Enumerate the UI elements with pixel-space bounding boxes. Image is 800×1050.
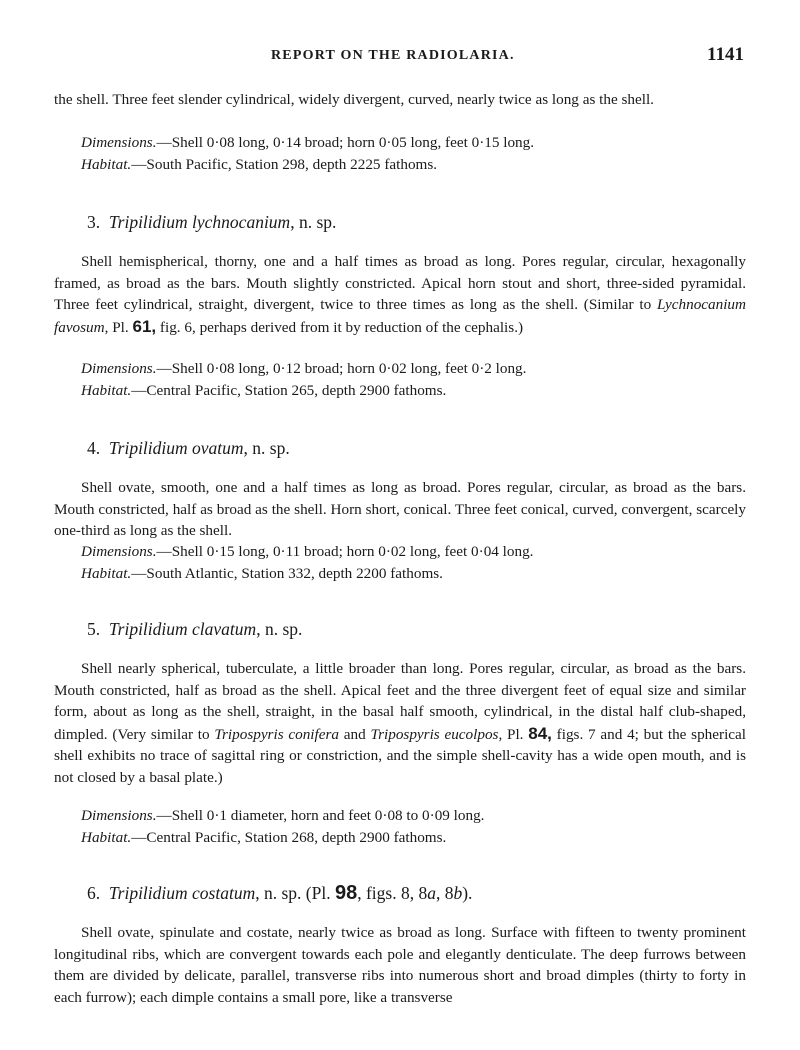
heading-close: ).: [462, 883, 473, 903]
species-name: Tripilidium clavatum: [108, 619, 257, 639]
habitat-label: Habitat.: [81, 828, 132, 846]
dimensions-label: Dimensions.: [81, 807, 157, 824]
reference-species-1: Tripospyris conifera: [214, 725, 339, 743]
species-name: Tripilidium lychnocanium: [108, 212, 291, 232]
dimensions-text: —Shell 0·08 long, 0·12 broad; horn 0·02 long, feet 0·2 long.: [156, 360, 527, 377]
species-3-heading: [87, 211, 336, 233]
habitat-line: [81, 563, 746, 585]
dimensions-label: Dimensions.: [81, 360, 157, 377]
habitat-text: —Central Pacific, Station 268, depth 2900 fathoms.: [131, 828, 447, 846]
habitat-label: Habitat.: [81, 155, 132, 173]
habitat-line: [81, 827, 746, 849]
dimensions-text: —Shell 0·15 long, 0·11 broad; horn 0·02 long, feet 0·04 long.: [156, 543, 534, 560]
species-number: 3.: [87, 212, 101, 232]
species-name: Tripilidium costatum: [108, 883, 256, 903]
running-title: REPORT ON THE RADIOLARIA.: [271, 48, 515, 63]
species-4-measurements: [54, 541, 746, 584]
species-number: 6.: [87, 883, 101, 903]
dimensions-text: —Shell 0·1 diameter, horn and feet 0·08 to 0·09 long.: [156, 807, 485, 824]
habitat-text: —South Atlantic, Station 332, depth 2200 fathoms.: [131, 564, 443, 582]
dimensions-line: [81, 358, 746, 380]
species-5-heading: [87, 618, 302, 640]
figure-refs: , figs. 8, 8: [357, 883, 428, 903]
species-suffix: , n. sp.: [243, 438, 290, 458]
dimensions-text: —Shell 0·08 long, 0·14 broad; horn 0·05 long, feet 0·15 long.: [156, 134, 535, 151]
dimensions-label: Dimensions.: [81, 543, 157, 560]
reference-plate: 61,: [132, 316, 157, 336]
species-number: 5.: [87, 619, 101, 639]
species-5-description: [54, 658, 746, 789]
plate-number: 98: [334, 882, 358, 904]
conjunction: and: [339, 725, 371, 743]
species-6-heading: [87, 882, 472, 904]
continued-measurements: [54, 132, 746, 175]
description-text-end: figs. 7 and 4; but the spherical shell exhibits no trace of sagittal ring or constriction, and the simple shell-cavity has a wide open mouth, and is not closed by a basal plate.): [54, 725, 746, 786]
species-suffix: , n. sp.: [290, 212, 337, 232]
dimensions-line: [81, 132, 746, 154]
species-4-description: Shell ovate, smooth, one and a half times as long as broad. Pores regular, circular, as broad as the bars. Mouth constricted, half as broad as the shell. Horn short, conical. Three feet conical, curved, convergent, scarcely one-third as long as the shell.: [54, 479, 746, 540]
reference-species-2: Tripospyris eucolpos: [370, 725, 499, 743]
description-text: Shell hemispherical, thorny, one and a half times as broad as long. Pores regular, circular, hexagonally framed, as broad as the bars. Mouth slightly constricted. Apical horn stout and short, three-sided pyramidal. Three feet cylindrical, straight, divergent, twice to three times as long as the shell. (Similar to: [54, 253, 746, 314]
figure-separator: , 8: [435, 883, 454, 903]
species-suffix: , n. sp. (Pl.: [255, 883, 335, 903]
habitat-label: Habitat.: [81, 564, 132, 582]
figure-suffix-b: b: [453, 883, 463, 903]
continued-description: the shell. Three feet slender cylindrical, widely divergent, curved, nearly twice as long as the shell.: [54, 91, 654, 108]
species-name: Tripilidium ovatum: [108, 438, 244, 458]
dimensions-line: [81, 541, 746, 563]
habitat-line: [81, 380, 746, 402]
species-suffix: , n. sp.: [256, 619, 303, 639]
habitat-text: —Central Pacific, Station 265, depth 2900 fathoms.: [131, 381, 447, 399]
species-4-heading: [87, 437, 290, 459]
figure-suffix-a: a: [427, 883, 436, 903]
species-6-description: Shell ovate, spinulate and costate, nearly twice as broad as long. Surface with fifteen to twenty prominent longitudinal ribs, which are convergent towards each pole and elegantly denticulate. The deep furrows between them are divided by delicate, parallel, transverse ribs into numerous short and broad dimples (thirty to forty in each furrow); each dimple contains a small pore, like a transverse: [54, 924, 746, 1006]
habitat-label: Habitat.: [81, 381, 132, 399]
species-5-measurements: [54, 805, 746, 848]
dimensions-line: [81, 805, 746, 827]
running-header: [0, 44, 800, 68]
description-text-end: fig. 6, perhaps derived from it by reduction of the cephalis.): [156, 318, 524, 336]
reference-plate: 84,: [528, 723, 552, 743]
habitat-text: —South Pacific, Station 298, depth 2225 fathoms.: [131, 155, 438, 173]
reference-plate-prefix: , Pl.: [498, 725, 529, 743]
reference-species: Lychnocanium favosum: [54, 296, 746, 336]
species-3-measurements: [54, 358, 746, 401]
description-text: Shell nearly spherical, tuberculate, a little broader than long. Pores regular, circular, as broad as the bars. Mouth constricted, half as broad as the shell. Apical feet and the three divergent feet of equal size and similar form, about as long as the shell, straight, in the basal half smooth, cylindrical, in the distal half club-shaped, dimpled. (Very similar to: [54, 660, 746, 743]
species-3-description: [54, 251, 746, 338]
habitat-line: [81, 154, 746, 176]
reference-plate-prefix: , Pl.: [104, 318, 133, 336]
dimensions-label: Dimensions.: [81, 134, 157, 151]
page-number: 1141: [707, 44, 744, 65]
species-number: 4.: [87, 438, 101, 458]
